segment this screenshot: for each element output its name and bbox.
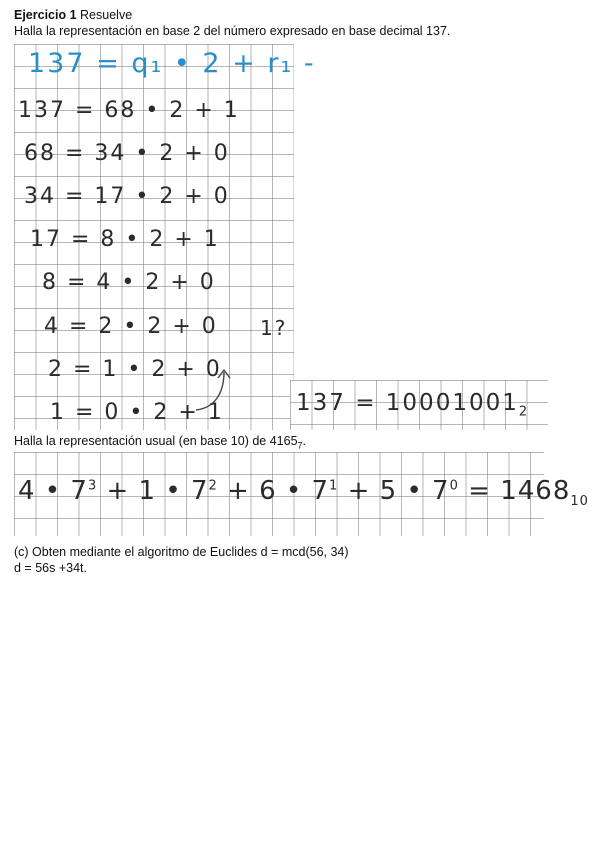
part-c-equation: d = 56s +34t.	[14, 561, 87, 575]
term: + 5 • 7	[338, 476, 450, 506]
exercise-heading	[14, 8, 132, 23]
exponent: 0	[449, 478, 459, 494]
part-b-prompt-base: 7	[297, 440, 303, 451]
part-b-prompt	[14, 434, 306, 454]
division-step: 68 = 34 • 2 + 0	[24, 141, 230, 166]
exponent: 1	[329, 478, 339, 494]
term: + 1 • 7	[97, 476, 209, 506]
polynomial-expression	[18, 476, 589, 509]
part-c-prompt: (c) Obten mediante el algoritmo de Euclides d = mcd(56, 34)	[14, 545, 349, 559]
division-step: 1 = 0 • 2 + 1	[50, 400, 224, 425]
handwritten-grid-result	[290, 380, 548, 430]
exponent: 3	[87, 478, 98, 494]
handwritten-grid-binary	[14, 44, 316, 430]
division-step: 17 = 8 • 2 + 1	[30, 227, 220, 252]
arrow-icon	[194, 364, 238, 414]
part-b-prompt-text: Halla la representación usual (en base 10) de 4165	[14, 434, 298, 448]
side-mark: 1?	[260, 316, 288, 340]
term: 4 • 7	[18, 476, 88, 506]
exponent: 2	[208, 478, 218, 494]
division-step: 2 = 1 • 2 + 0	[48, 357, 222, 382]
division-step: 8 = 4 • 2 + 0	[42, 270, 216, 295]
handwritten-grid-decimal	[14, 452, 589, 536]
division-step: 34 = 17 • 2 + 0	[24, 184, 230, 209]
binary-result-base: 2	[518, 404, 530, 420]
part-b-prompt-end: .	[302, 434, 307, 448]
binary-result-value: 137 = 10001001	[296, 390, 519, 416]
term: = 1468	[458, 476, 571, 506]
part-a-prompt: Halla la representación en base 2 del número expresado en base decimal 137.	[14, 24, 451, 38]
exercise-title: Resuelve	[80, 8, 133, 22]
division-step: 4 = 2 • 2 + 0	[44, 314, 218, 339]
term: + 6 • 7	[217, 476, 330, 506]
division-step: 137 = 68 • 2 + 1	[18, 98, 240, 123]
exercise-label: Ejercicio 1	[14, 8, 77, 22]
binary-result	[296, 390, 529, 420]
result-base: 10	[570, 494, 589, 510]
division-heading-equation: 137 = q₁ • 2 + r₁ -	[28, 48, 316, 79]
